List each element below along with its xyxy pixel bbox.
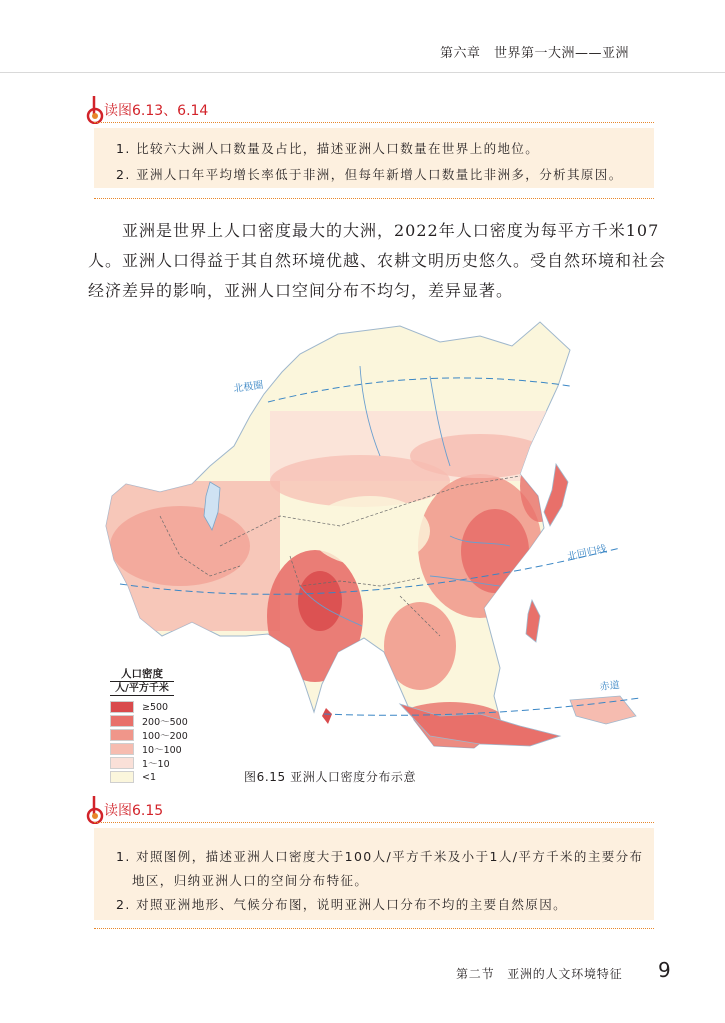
legend-title: 人口密度 <box>121 668 163 680</box>
header-rule <box>0 72 725 73</box>
read-box-1-top-rule <box>94 122 654 123</box>
read-box-1-title: 读图6.13、6.14 <box>104 103 209 119</box>
legend-item <box>110 728 188 742</box>
legend-item <box>110 742 188 756</box>
body-line-3: 经济差异的影响，亚洲人口空间分布不均匀，差异显著。 <box>88 281 514 300</box>
read-box-1-item-1: 1. 比较六大洲人口数量及占比，描述亚洲人口数量在世界上的地位。 <box>116 141 540 156</box>
read-box-2-title: 读图6.15 <box>104 803 164 819</box>
legend-item <box>110 756 188 770</box>
body-line-1: 亚洲是世界上人口密度最大的大洲，2022年人口密度为每平方千米107 <box>122 221 660 240</box>
running-head: 第六章 世界第一大洲——亚洲 <box>440 46 630 61</box>
page-number: 9 <box>658 958 671 982</box>
read-box-2-item-2: 2. 对照亚洲地形、气候分布图，说明亚洲人口分布不均的主要自然原因。 <box>116 897 568 912</box>
legend-item <box>110 714 188 728</box>
read-box-2-panel <box>94 828 654 920</box>
read-box-2-item-1: 1. 对照图例，描述亚洲人口密度大于100人/平方千米及小于1人/平方千米的主要分布 <box>116 849 644 864</box>
equator-label: 赤道 <box>599 679 621 693</box>
read-box-2 <box>88 800 654 930</box>
philippine-islands <box>526 600 540 642</box>
legend-item <box>110 700 188 714</box>
legend-label: 10～100 <box>142 745 182 756</box>
legend-swatch <box>110 701 134 713</box>
body-paragraph <box>88 216 670 306</box>
legend-label: 200～500 <box>142 717 188 728</box>
read-box-2-top-rule <box>94 822 654 823</box>
legend-label: 100～200 <box>142 731 188 742</box>
legend-swatch <box>110 729 134 741</box>
legend-item <box>110 770 188 784</box>
legend-swatch <box>110 771 134 783</box>
legend-label: ≥500 <box>142 701 169 713</box>
arctic-circle-label: 北极圈 <box>232 379 265 395</box>
read-box-2-bottom-rule <box>94 928 654 929</box>
figure-caption: 图6.15 亚洲人口密度分布示意 <box>244 770 417 784</box>
legend-label: <1 <box>142 771 157 783</box>
read-box-1-item-2: 2. 亚洲人口年平均增长率低于非洲，但每年新增人口数量比非洲多，分析其原因。 <box>116 167 623 182</box>
read-box-2-item-1-cont: 地区，归纳亚洲人口的空间分布特征。 <box>132 873 369 888</box>
legend-label: 1～10 <box>142 759 170 770</box>
read-box-1-bottom-rule <box>94 198 654 199</box>
read-box-1-panel <box>94 128 654 188</box>
legend-swatch <box>110 715 134 727</box>
legend-unit: 人/平方千米 <box>110 681 174 696</box>
read-box-1 <box>88 100 654 200</box>
map-legend <box>110 668 188 784</box>
legend-swatch <box>110 743 134 755</box>
japan-islands <box>544 464 568 526</box>
legend-swatch <box>110 757 134 769</box>
tropic-of-cancer-label: 北回归线 <box>566 543 608 563</box>
footer-section-title: 第二节 亚洲的人文环境特征 <box>456 967 623 981</box>
sri-lanka <box>322 708 332 724</box>
body-line-2: 人。亚洲人口得益于其自然环境优越、农耕文明历史悠久。受自然环境和社会 <box>88 251 667 270</box>
